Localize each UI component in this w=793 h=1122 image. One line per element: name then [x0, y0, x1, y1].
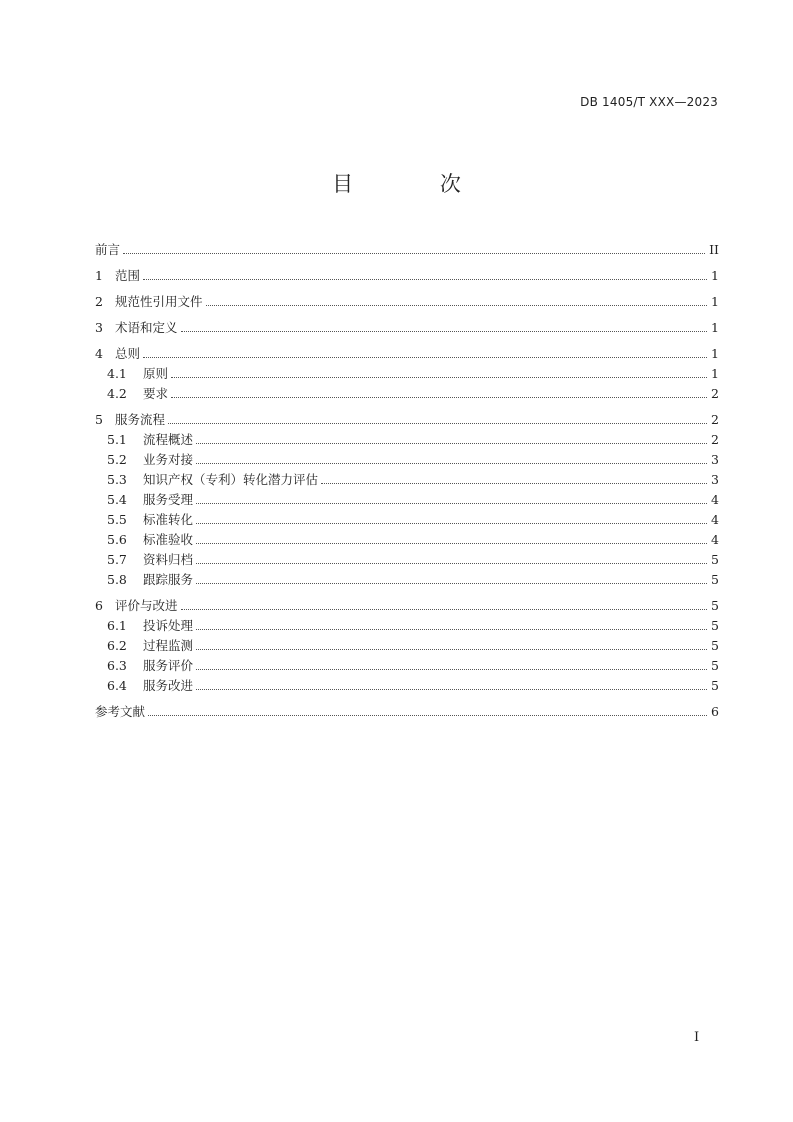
toc-entry-page: 5 — [711, 598, 719, 613]
toc-entry-number: 5.4 — [107, 492, 127, 507]
table-of-contents — [95, 240, 719, 722]
toc-entry-page: 1 — [711, 366, 719, 381]
toc-leader-dots — [196, 649, 707, 650]
toc-entry[interactable] — [95, 596, 719, 616]
page-title: 目 次 — [332, 172, 501, 196]
toc-entry-page: 2 — [711, 412, 719, 427]
toc-entry-label: 要求 — [143, 386, 169, 401]
toc-entry-page: 5 — [711, 618, 719, 633]
toc-entry[interactable] — [95, 384, 719, 404]
toc-leader-dots — [196, 543, 707, 544]
toc-entry-page: 1 — [711, 346, 719, 361]
toc-leader-dots — [196, 443, 707, 444]
toc-entry[interactable] — [95, 702, 719, 722]
toc-entry-page: 1 — [711, 268, 719, 283]
toc-entry-number: 5.3 — [107, 472, 127, 487]
toc-entry-label: 服务流程 — [115, 412, 166, 427]
toc-entry[interactable] — [95, 266, 719, 286]
toc-entry-page: II — [709, 242, 719, 257]
toc-entry-label: 知识产权（专利）转化潜力评估 — [143, 472, 319, 487]
toc-leader-dots — [196, 523, 707, 524]
toc-leader-dots — [196, 503, 707, 504]
toc-entry-number: 4 — [95, 346, 103, 361]
toc-entry-label: 规范性引用文件 — [115, 294, 203, 309]
toc-leader-dots — [196, 463, 707, 464]
toc-leader-dots — [206, 305, 707, 306]
toc-entry-page: 5 — [711, 678, 719, 693]
toc-leader-dots — [181, 331, 707, 332]
toc-entry-label: 参考文献 — [95, 704, 146, 719]
toc-entry-page: 3 — [711, 452, 719, 467]
toc-entry-page: 5 — [711, 572, 719, 587]
toc-entry-label: 前言 — [95, 242, 121, 257]
toc-entry[interactable] — [95, 636, 719, 656]
toc-entry-number: 5 — [95, 412, 103, 427]
toc-entry-page: 5 — [711, 552, 719, 567]
toc-entry-number: 6.4 — [107, 678, 127, 693]
toc-entry-page: 5 — [711, 638, 719, 653]
toc-entry[interactable] — [95, 570, 719, 590]
toc-entry-page: 5 — [711, 658, 719, 673]
toc-entry-number: 4.2 — [107, 386, 127, 401]
toc-entry-label: 服务改进 — [143, 678, 194, 693]
toc-leader-dots — [171, 397, 707, 398]
toc-leader-dots — [168, 423, 707, 424]
toc-entry-number: 5.6 — [107, 532, 127, 547]
toc-entry-number: 5.8 — [107, 572, 127, 587]
toc-entry[interactable] — [95, 530, 719, 550]
toc-entry-label: 总则 — [115, 346, 141, 361]
toc-entry[interactable] — [95, 430, 719, 450]
toc-entry[interactable] — [95, 450, 719, 470]
toc-entry[interactable] — [95, 344, 719, 364]
toc-entry-number: 5.2 — [107, 452, 127, 467]
toc-entry-page: 2 — [711, 386, 719, 401]
toc-leader-dots — [143, 357, 707, 358]
toc-entry[interactable] — [95, 550, 719, 570]
toc-entry-label: 跟踪服务 — [143, 572, 194, 587]
toc-entry-number: 3 — [95, 320, 103, 335]
toc-entry-number: 6.1 — [107, 618, 127, 633]
toc-entry-label: 原则 — [143, 366, 169, 381]
toc-leader-dots — [321, 483, 707, 484]
toc-entry-label: 业务对接 — [143, 452, 194, 467]
toc-entry-label: 流程概述 — [143, 432, 194, 447]
toc-entry-page: 6 — [711, 704, 719, 719]
toc-entry-label: 服务评价 — [143, 658, 194, 673]
toc-entry-number: 6.2 — [107, 638, 127, 653]
toc-entry-label: 资料归档 — [143, 552, 194, 567]
toc-entry-number: 4.1 — [107, 366, 127, 381]
toc-entry-label: 投诉处理 — [143, 618, 194, 633]
toc-entry-page: 4 — [711, 492, 719, 507]
toc-entry-page: 3 — [711, 472, 719, 487]
toc-entry[interactable] — [95, 318, 719, 338]
toc-entry[interactable] — [95, 410, 719, 430]
toc-leader-dots — [196, 629, 707, 630]
toc-entry[interactable] — [95, 676, 719, 696]
toc-entry-number: 5.7 — [107, 552, 127, 567]
toc-entry-number: 1 — [95, 268, 103, 283]
toc-entry[interactable] — [95, 490, 719, 510]
toc-entry-label: 服务受理 — [143, 492, 194, 507]
toc-entry[interactable] — [95, 470, 719, 490]
toc-entry-number: 5.1 — [107, 432, 127, 447]
toc-entry[interactable] — [95, 616, 719, 636]
toc-entry[interactable] — [95, 364, 719, 384]
toc-entry-label: 过程监测 — [143, 638, 194, 653]
toc-entry-page: 4 — [711, 512, 719, 527]
toc-entry-page: 4 — [711, 532, 719, 547]
toc-entry-label: 标准转化 — [143, 512, 194, 527]
toc-entry[interactable] — [95, 656, 719, 676]
toc-leader-dots — [196, 563, 707, 564]
toc-entry-number: 5.5 — [107, 512, 127, 527]
toc-entry-number: 6 — [95, 598, 103, 613]
toc-entry-label: 术语和定义 — [115, 320, 178, 335]
toc-leader-dots — [148, 715, 707, 716]
toc-leader-dots — [196, 689, 707, 690]
toc-entry-label: 评价与改进 — [115, 598, 178, 613]
toc-entry-label: 标准验收 — [143, 532, 194, 547]
toc-entry-page: 1 — [711, 320, 719, 335]
toc-entry-page: 1 — [711, 294, 719, 309]
document-id: DB 1405/T XXX—2023 — [580, 95, 718, 109]
toc-entry-page: 2 — [711, 432, 719, 447]
toc-entry-label: 范围 — [115, 268, 141, 283]
toc-entry-number: 6.3 — [107, 658, 127, 673]
page-number: I — [694, 1030, 700, 1045]
toc-entry[interactable] — [95, 240, 719, 260]
toc-leader-dots — [196, 669, 707, 670]
toc-leader-dots — [123, 253, 705, 254]
toc-entry[interactable] — [95, 292, 719, 312]
toc-entry[interactable] — [95, 510, 719, 530]
toc-leader-dots — [181, 609, 707, 610]
toc-entry-number: 2 — [95, 294, 103, 309]
toc-leader-dots — [196, 583, 707, 584]
toc-leader-dots — [171, 377, 707, 378]
toc-leader-dots — [143, 279, 707, 280]
